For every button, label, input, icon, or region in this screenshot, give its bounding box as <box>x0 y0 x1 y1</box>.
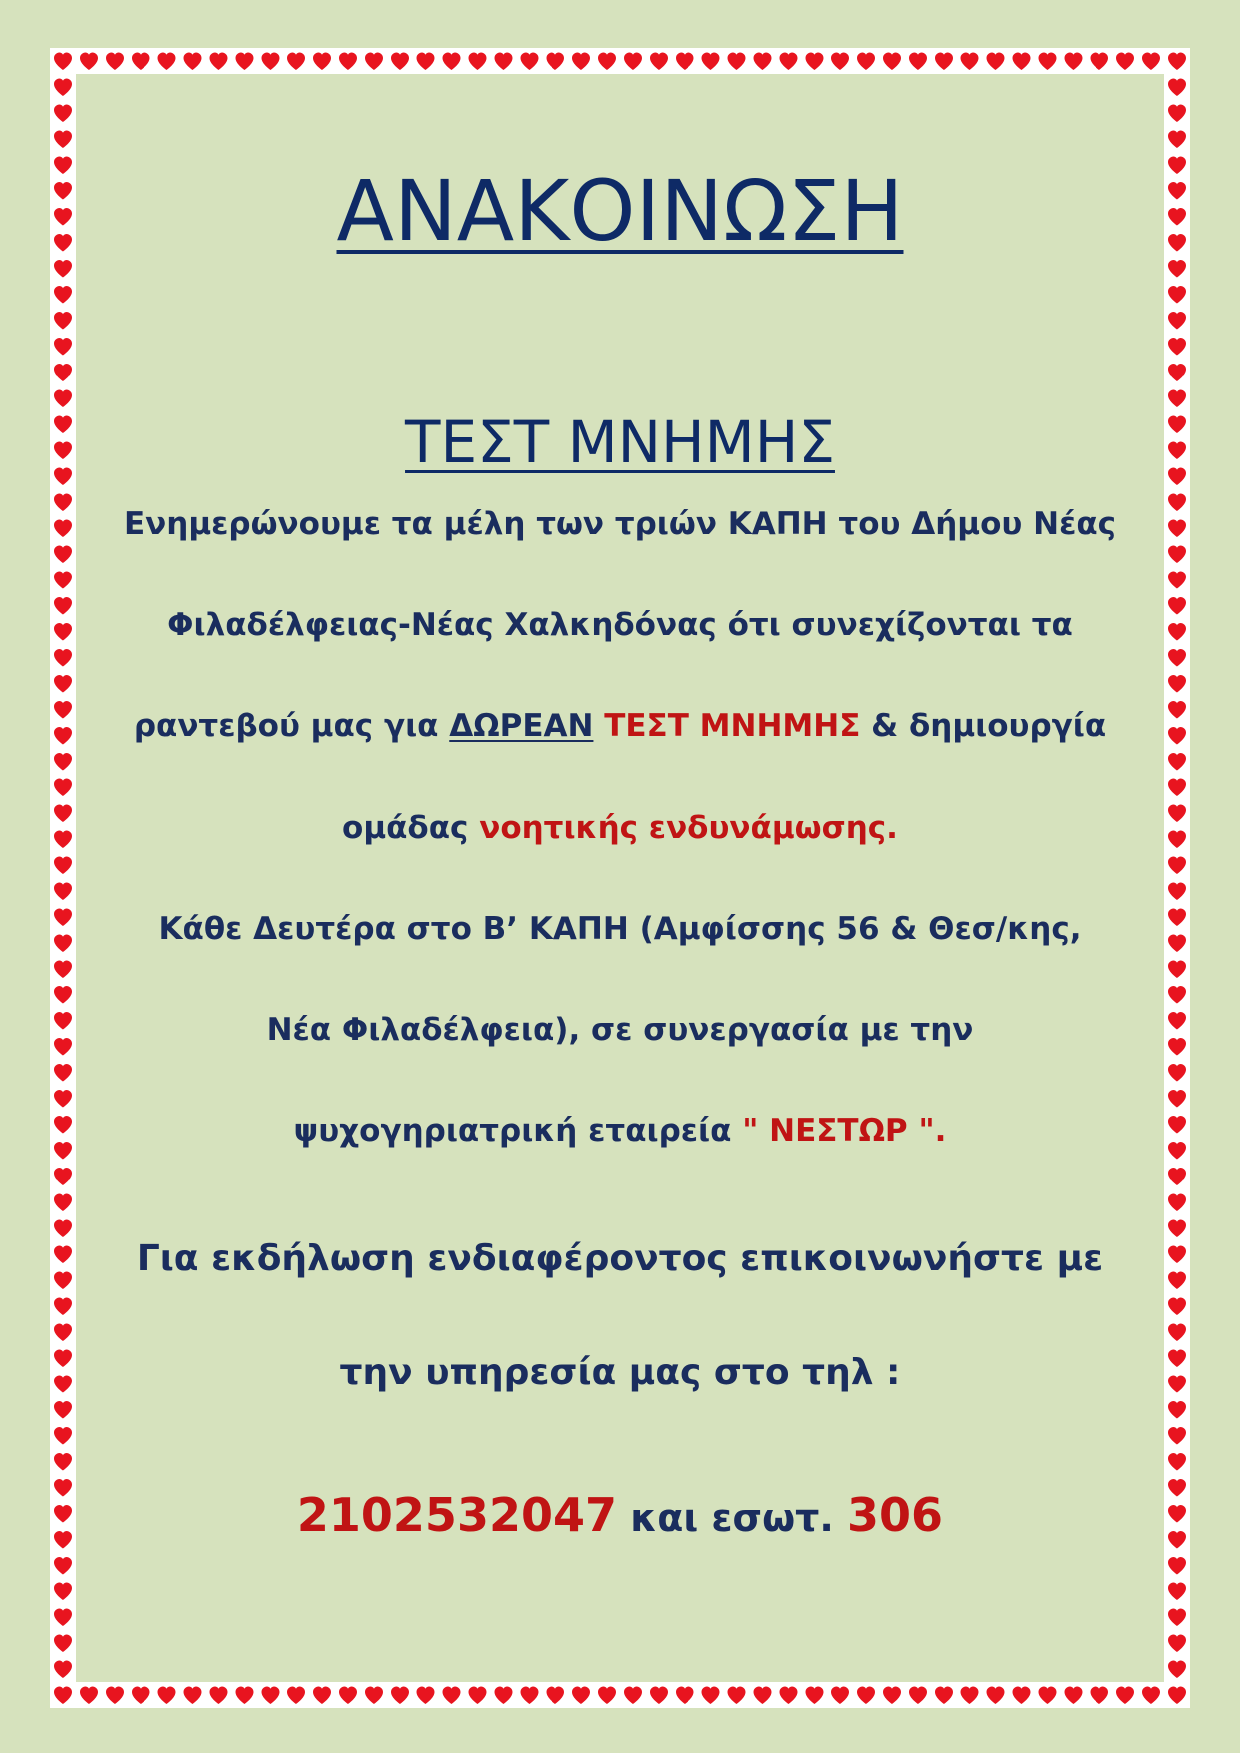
body-line-4 <box>0 810 1240 846</box>
body-line-3-start: ραντεβού μας για <box>133 708 450 744</box>
hearts-border <box>50 48 1190 1708</box>
memory-test-heading: ΤΕΣΤ ΜΝΗΜΗΣ <box>405 408 835 476</box>
memory-test-red-text: ΤΕΣΤ ΜΝΗΜΗΣ <box>593 708 861 744</box>
contact-line-1: Για εκδήλωση ενδιαφέροντος επικοινωνήστε με <box>136 1238 1104 1279</box>
body-line-7 <box>0 1113 1240 1149</box>
body-line-2: Φιλαδέλφειας-Νέας Χαλκηδόνας ότι συνεχίζονται τα <box>167 607 1073 643</box>
extension-label: και εσωτ. <box>616 1496 848 1540</box>
body-line-3-end: & δημιουργία <box>860 708 1107 744</box>
contact-line-2: την υπηρεσία μας στο τηλ : <box>339 1352 901 1393</box>
extension-number: 306 <box>847 1488 944 1542</box>
free-text: ΔΩΡΕΑΝ <box>449 708 594 744</box>
phone-line <box>0 1488 1240 1542</box>
cognitive-empowerment-text: νοητικής ενδυνάμωσης. <box>479 810 898 846</box>
body-line-3 <box>0 708 1240 744</box>
body-line-7-start: ψυχογηριατρική εταιρεία <box>293 1113 743 1149</box>
body-line-6: Νέα Φιλαδέλφεια), σε συνεργασία με την <box>266 1012 974 1048</box>
nestor-name: " ΝΕΣΤΩΡ ". <box>742 1113 947 1149</box>
body-line-5: Κάθε Δευτέρα στο Β’ ΚΑΠΗ (Αμφίσσης 56 & Θεσ/κης, <box>158 911 1082 947</box>
body-line-1: Ενημερώνουμε τα μέλη των τριών ΚΑΠΗ του Δήμου Νέας <box>124 506 1116 542</box>
phone-number: 2102532047 <box>296 1488 617 1542</box>
announcement-title: ΑΝΑΚΟΙΝΩΣΗ <box>336 162 904 260</box>
body-line-4-start: ομάδας <box>342 810 480 846</box>
